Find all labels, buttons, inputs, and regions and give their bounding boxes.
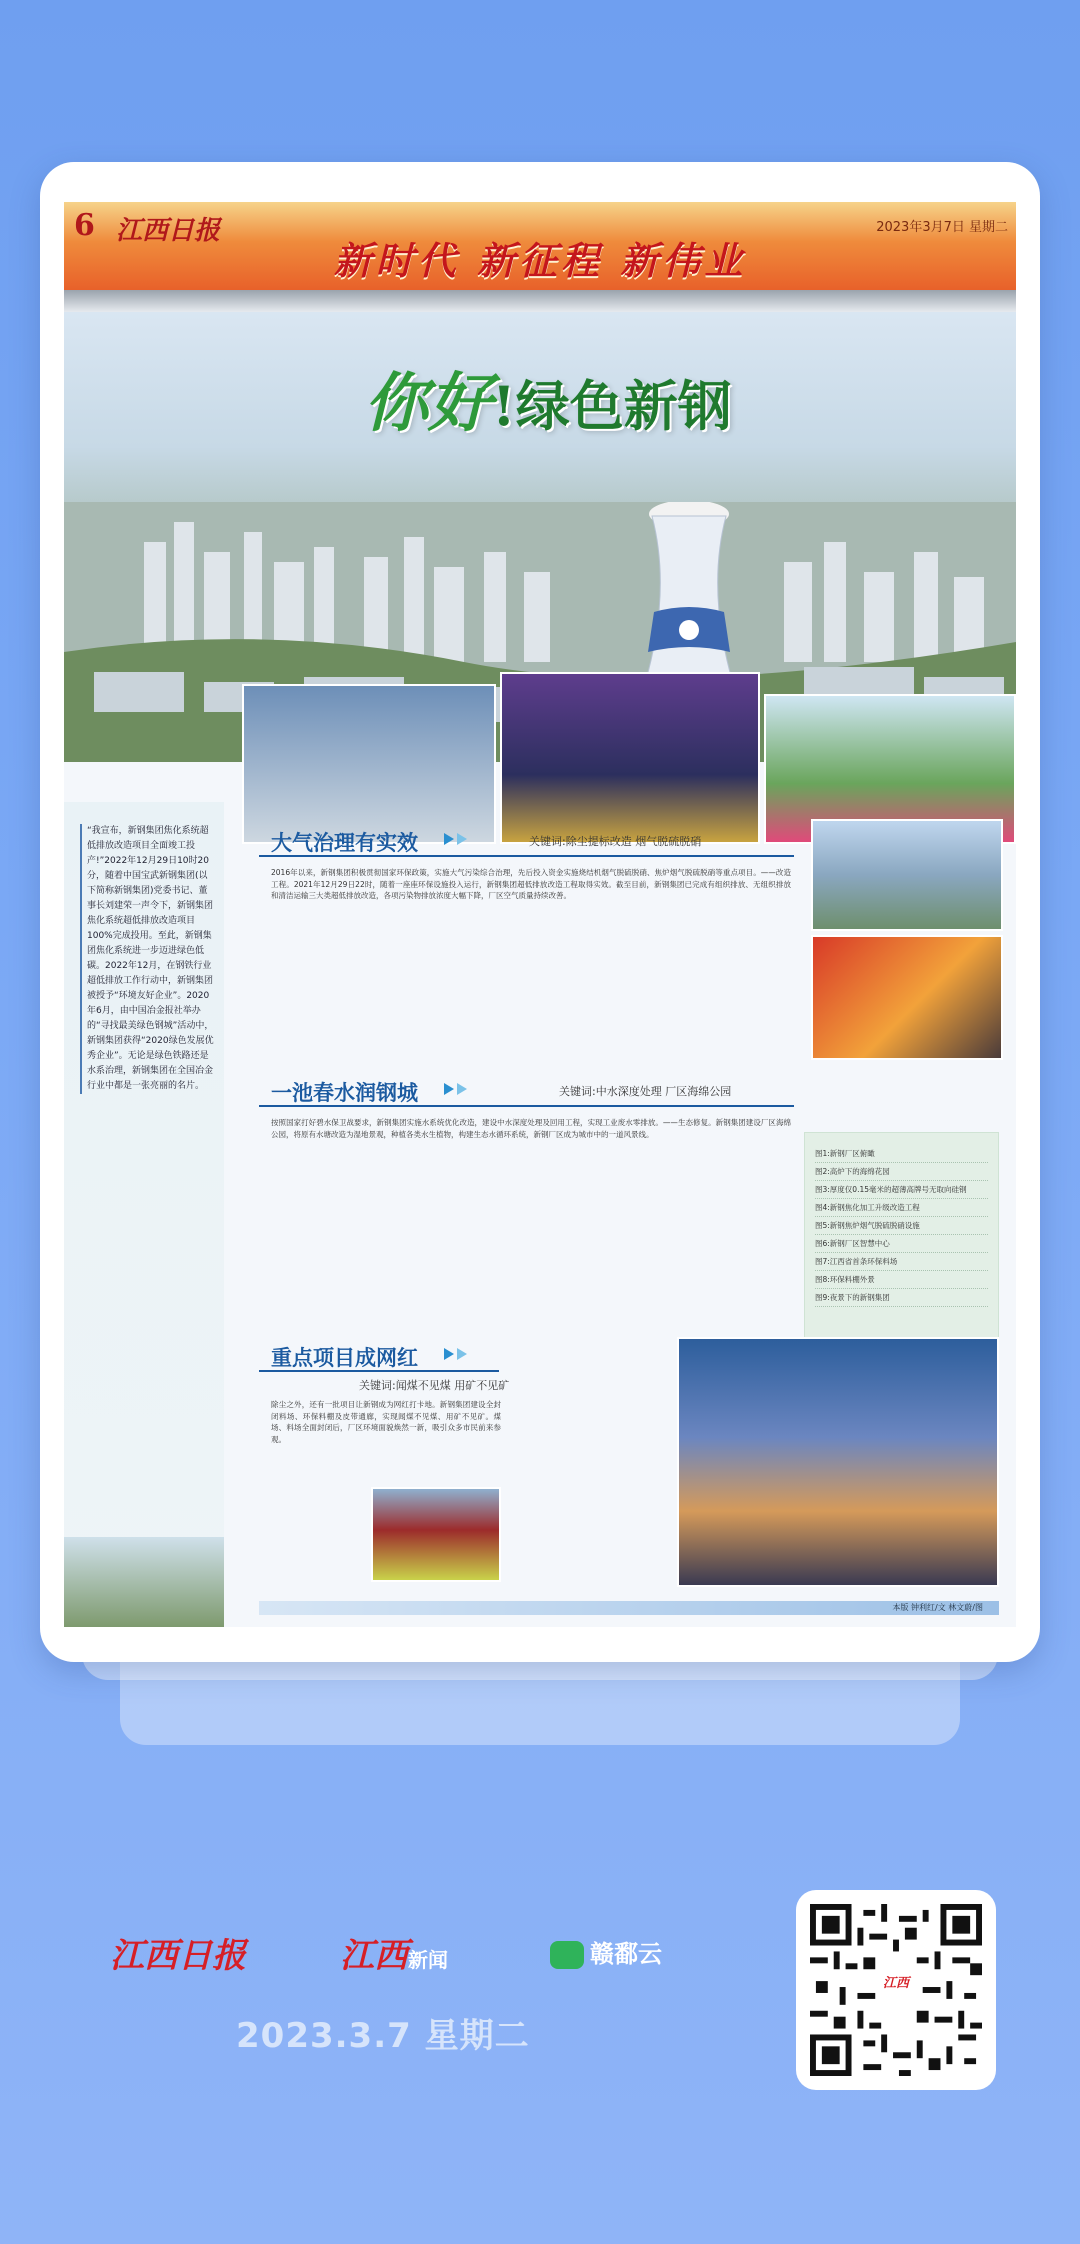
caption-item: 图2:高炉下的海绵花园 (815, 1163, 988, 1181)
section-keywords-water: 关键词:中水深度处理 厂区海绵公园 (559, 1085, 732, 1098)
caption-item: 图5:新钢焦炉烟气脱硫脱硝设施 (815, 1217, 988, 1235)
masthead-date: 2023年3月7日 星期二 (876, 220, 1008, 235)
caption-item: 图8:环保料棚外景 (815, 1271, 988, 1289)
hero-title-main: !绿色新钢 (492, 374, 732, 438)
hero-title (364, 352, 732, 444)
newspaper-logo: 江西日报 (116, 216, 221, 246)
caption-item: 图3:厚度仅0.15毫米的超薄高牌号无取向硅钢 (815, 1181, 988, 1199)
photo-captions-box (804, 1132, 999, 1352)
caption-item: 图4:新钢焦化加工升级改造工程 (815, 1199, 988, 1217)
qr-code[interactable] (796, 1890, 996, 2090)
brand-jiangxi-daily[interactable]: 江西日报 (110, 1936, 246, 1976)
section-body-air: 2016年以来，新钢集团积极贯彻国家环保政策，实施大气污染综合治理，先后投入资金实施烧结机烟气脱硫脱硝、焦炉烟气脱硫脱硝等重点项目。——改造工程。2021年12月29日22时，随着一座座环保设施投入运行，新钢集团超低排放改造工程取得实效。截至目前，新钢集团已完成有组织排放、无组织排放和清洁运输三大类超低排放改造，各项污染物排放浓度大幅下降，厂区空气质量持续改善。 (271, 868, 791, 900)
section-keywords-air: 关键词:除尘提标改造 烟气脱硫脱硝 (529, 835, 702, 848)
section-title-projects: 重点项目成网红 (271, 1345, 418, 1370)
photo-steel-coils (242, 684, 496, 844)
main-article-area (259, 827, 999, 1627)
cooling-tower-illustration (624, 502, 754, 692)
section-underline (259, 1105, 794, 1107)
newspaper-page (64, 202, 1016, 1627)
caption-item: 图7:江西省首条环保料场 (815, 1253, 988, 1271)
section-body-projects: 除尘之外，还有一批项目让新钢成为网红打卡地。新钢集团建设全封闭料场、环保料棚及皮带通廊，实现闻煤不见煤、用矿不见矿。煤场、料场全面封闭后，厂区环境面貌焕然一新，吸引众多市民前来参观。 (271, 1400, 501, 1444)
photo-molten-steel (811, 935, 1003, 1060)
photo-night-city (677, 1337, 999, 1587)
section-arrow-icon (444, 833, 454, 845)
brand-jiangxi-news[interactable] (340, 1928, 448, 1977)
qr-center-logo: 江西 (880, 1968, 912, 2000)
brand-logos (110, 1928, 730, 1978)
brand-ganpo-cloud-label: 赣鄱云 (590, 1940, 662, 1968)
photo-night-plant (500, 672, 760, 844)
ganpo-cloud-icon (550, 1941, 584, 1969)
photo-green-train (371, 1487, 501, 1582)
sidebar-photo-factory (64, 1537, 224, 1627)
masthead-slogan: 新时代 新征程 新伟业 (333, 238, 747, 283)
newspaper-card[interactable] (40, 162, 1040, 1662)
hero-title-greeting: 你好 (364, 366, 492, 441)
caption-item: 图6:新钢厂区智慧中心 (815, 1235, 988, 1253)
brand-jiangxi-news-label: 新闻 (408, 1948, 448, 1972)
page-number: 6 (74, 208, 95, 243)
sidebar-text: “我宣布，新钢集团焦化系统超低排放改造项目全面竣工投产!”2022年12月29日10时20分，随着中国宝武新钢集团(以下简称新钢集团)党委书记、董事长刘建荣一声令下，新钢集团焦化系统超低排放改造项目100%完成投用。至此，新钢集团焦化系统进一步迈进绿色低碳。2022年12月，在钢铁行业超低排放工作行动中，新钢集团被授予“环境友好企业”。2020年6月，由中国冶金报社举办的“寻找最美绿色钢城”活动中，新钢集团获得“2020绿色发展优秀企业”。无论是绿色铁路还是水系治理，新钢集团在全国冶金行业中都是一张亮丽的名片。 (80, 824, 215, 1094)
page-credit-bar: 本版 钟利红/文 林文蔚/图 (259, 1601, 999, 1615)
section-title-air: 大气治理有实效 (271, 830, 418, 855)
photo-air-facility (811, 819, 1003, 931)
section-title-water: 一池春水润钢城 (271, 1080, 418, 1105)
section-arrow-icon (457, 1348, 467, 1360)
issue-date: 2023.3.7 星期二 (236, 2016, 530, 2056)
caption-item: 图9:夜景下的新钢集团 (815, 1289, 988, 1307)
brand-ganpo-cloud[interactable] (550, 1934, 662, 1969)
section-arrow-icon (444, 1348, 454, 1360)
sidebar-column (64, 802, 224, 1627)
section-arrow-icon (457, 833, 467, 845)
section-arrow-icon (444, 1083, 454, 1095)
section-body-water: 按照国家打好碧水保卫战要求，新钢集团实施水系统优化改造，建设中水深度处理及回用工程，实现工业废水零排放。——生态修复。新钢集团建设厂区海绵公园，将原有水塘改造为湿地景观，种植各类水生植物，构建生态水循环系统，新钢厂区成为城市中的一道风景线。 (271, 1118, 791, 1139)
caption-item: 图1:新钢厂区俯瞰 (815, 1145, 988, 1163)
section-keywords-projects: 关键词:闻煤不见煤 用矿不见矿 (359, 1379, 510, 1392)
section-underline (259, 1370, 499, 1372)
section-underline (259, 855, 794, 857)
brand-jiangxi-news-logo: 江西 (340, 1936, 408, 1976)
masthead (64, 202, 1016, 290)
section-arrow-icon (457, 1083, 467, 1095)
